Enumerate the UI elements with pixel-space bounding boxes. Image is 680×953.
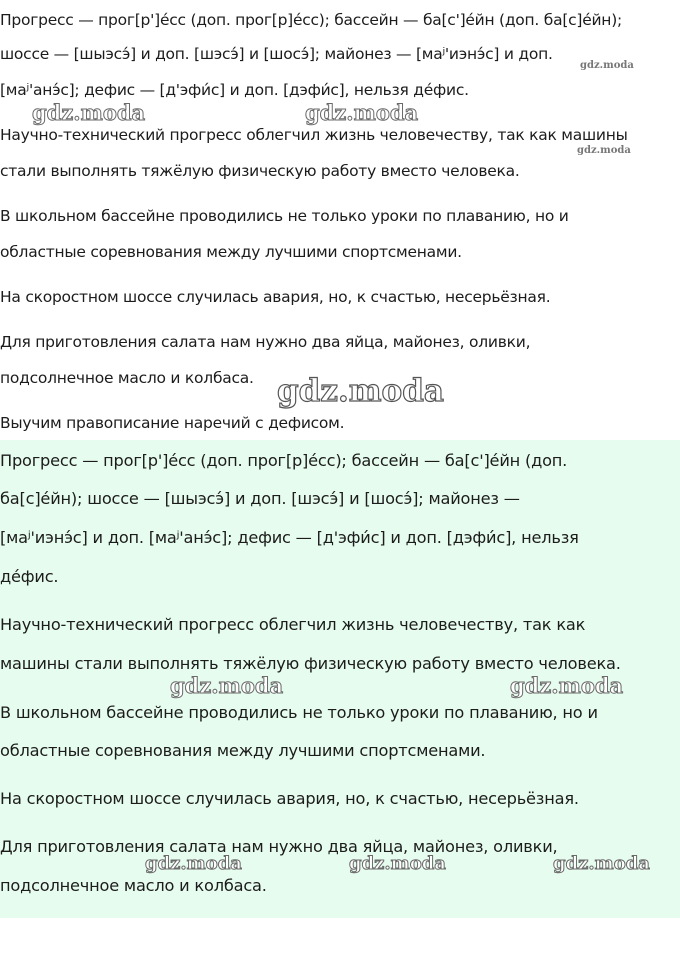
- watermark: gdz.moda: [577, 145, 631, 156]
- sentence-line: стали выполнять тяжёлую физическую работу вместо человека.: [0, 162, 520, 180]
- sentence-line: подсолнечное масло и колбаса.: [0, 876, 267, 895]
- transcription-line: де́фис.: [0, 567, 59, 586]
- sentence-line: Для приготовления салата нам нужно два яйца, майонез, оливки,: [0, 837, 558, 856]
- sentence-line: областные соревнования между лучшими спортсменами.: [0, 741, 486, 760]
- watermark: gdz.moda: [580, 60, 634, 71]
- sentence-line: В школьном бассейне проводились не только уроки по плаванию, но и: [0, 703, 598, 722]
- sentence-line: подсолнечное масло и колбаса.: [0, 369, 254, 387]
- sentence-line: Выучим правописание наречий с дефисом.: [0, 414, 345, 432]
- sentence-line: Научно-технический прогресс облегчил жизнь человечеству, так как машины: [0, 126, 628, 144]
- green-answer-block: [0, 440, 680, 918]
- transcription-line: Прогресс — прог[р']е́сс (доп. прог[р]е́сс); бассейн — ба[с']е́йн (доп.: [0, 451, 568, 470]
- sentence-line: областные соревнования между лучшими спортсменами.: [0, 243, 462, 261]
- transcription-line: шоссе — [шыэсэ́] и доп. [шэсэ́] и [шосэ́]; майонез — [маʲ'иэнэ́с] и доп.: [0, 45, 553, 63]
- transcription-line: Прогресс — прог[р']е́сс (доп. прог[р]е́сс); бассейн — ба[с']е́йн (доп. ба[с]е́йн);: [0, 11, 622, 29]
- top-answer-block: [0, 0, 680, 440]
- watermark: gdz.moda: [145, 853, 242, 874]
- watermark: gdz.moda: [277, 373, 444, 409]
- sentence-line: На скоростном шоссе случилась авария, но, к счастью, несерьёзная.: [0, 789, 579, 808]
- sentence-line: Научно-технический прогресс облегчил жизнь человечеству, так как: [0, 615, 586, 634]
- transcription-line: [маʲ'иэнэ́с] и доп. [маʲ'анэ́с]; дефис — [д'эфи́с] и доп. [дэфи́с], нельзя: [0, 528, 579, 547]
- transcription-line: ба[с]е́йн); шоссе — [шыэсэ́] и доп. [шэсэ́] и [шосэ́]; майонез —: [0, 489, 520, 508]
- sentence-line: Для приготовления салата нам нужно два яйца, майонез, оливки,: [0, 333, 531, 351]
- watermark: gdz.moda: [553, 853, 650, 874]
- sentence-line: На скоростном шоссе случилась авария, но, к счастью, несерьёзная.: [0, 288, 551, 306]
- watermark: gdz.moda: [32, 100, 146, 125]
- watermark: gdz.moda: [305, 100, 419, 125]
- sentence-line: В школьном бассейне проводились не только уроки по плаванию, но и: [0, 207, 569, 225]
- watermark: gdz.moda: [170, 673, 284, 698]
- watermark: gdz.moda: [510, 673, 624, 698]
- transcription-line: [маʲ'анэ́с]; дефис — [д'эфи́с] и доп. [дэфи́с], нельзя де́фис.: [0, 81, 469, 99]
- watermark: gdz.moda: [349, 853, 446, 874]
- sentence-line: машины стали выполнять тяжёлую физическую работу вместо человека.: [0, 654, 621, 673]
